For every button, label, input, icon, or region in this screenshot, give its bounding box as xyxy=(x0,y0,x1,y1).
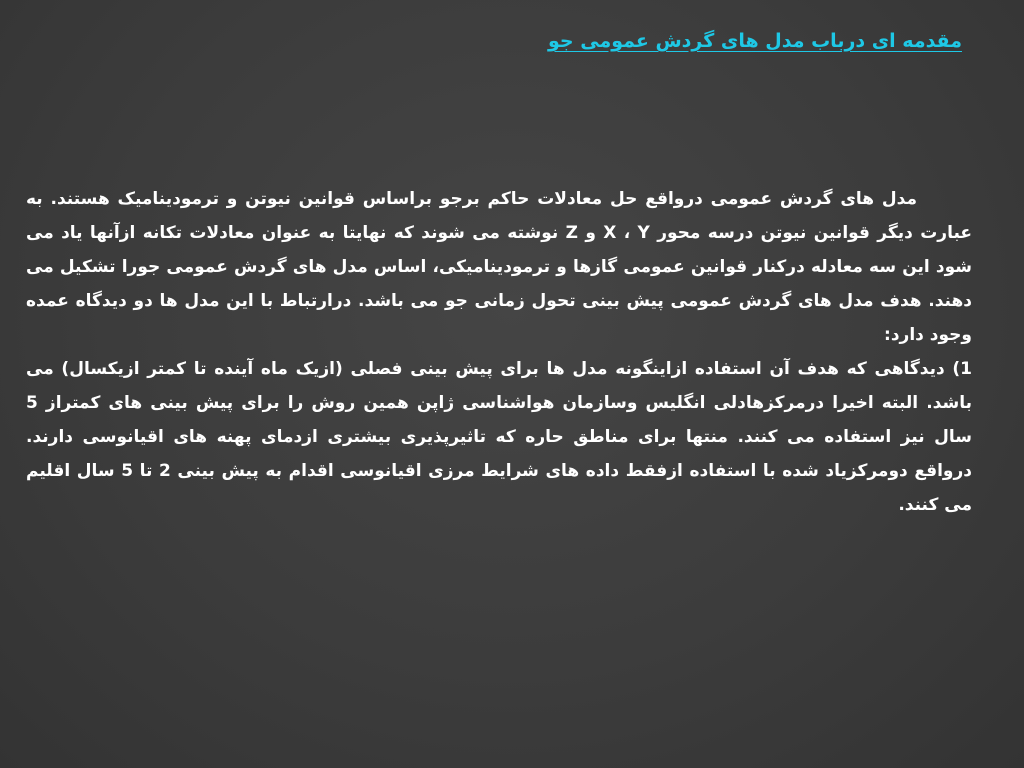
viewpoint-paragraph: 1) دیدگاهی که هدف آن استفاده ازاینگونه مدل ها برای پیش بینی فصلی (ازیک ماه آینده تا کمتر ازیکسال) می باشد. البته اخیرا درمرکزهادلی انگلیس وسازمان هواشناسی ژاپن همین روش را برای پیش بینی های کمتراز 5 سال نیز استفاده می کنند. منتها برای مناطق حاره که تاثیرپذیری بیشتری ازدمای پهنه های اقیانوسی دارند. درواقع دومرکزیاد شده با استفاده ازفقط داده های شرایط مرزی اقیانوسی اقدام به پیش بینی 2 تا 5 سال اقلیم می کنند. xyxy=(26,359,972,515)
slide-title: مقدمه ای درباب مدل های گردش عمومی جو xyxy=(548,30,962,52)
intro-paragraph: مدل های گردش عمومی درواقع حل معادلات حاکم برجو براساس قوانین نیوتن و ترمودینامیک هستند. به عبارت دیگر قوانین نیوتن درسه محور X ، Y و Z نوشته می شوند که نهایتا به عنوان معادلات تکانه ازآنها یاد می شود این سه معادله درکنار قوانین عمومی گازها و ترمودینامیکی، اساس مدل های گردش عمومی جورا تشکیل می دهند. هدف مدل های گردش عمومی پیش بینی تحول زمانی جو می باشد. درارتباط با این مدل ها دو دیدگاه عمده وجود دارد: xyxy=(26,189,973,345)
slide-body xyxy=(26,182,972,522)
